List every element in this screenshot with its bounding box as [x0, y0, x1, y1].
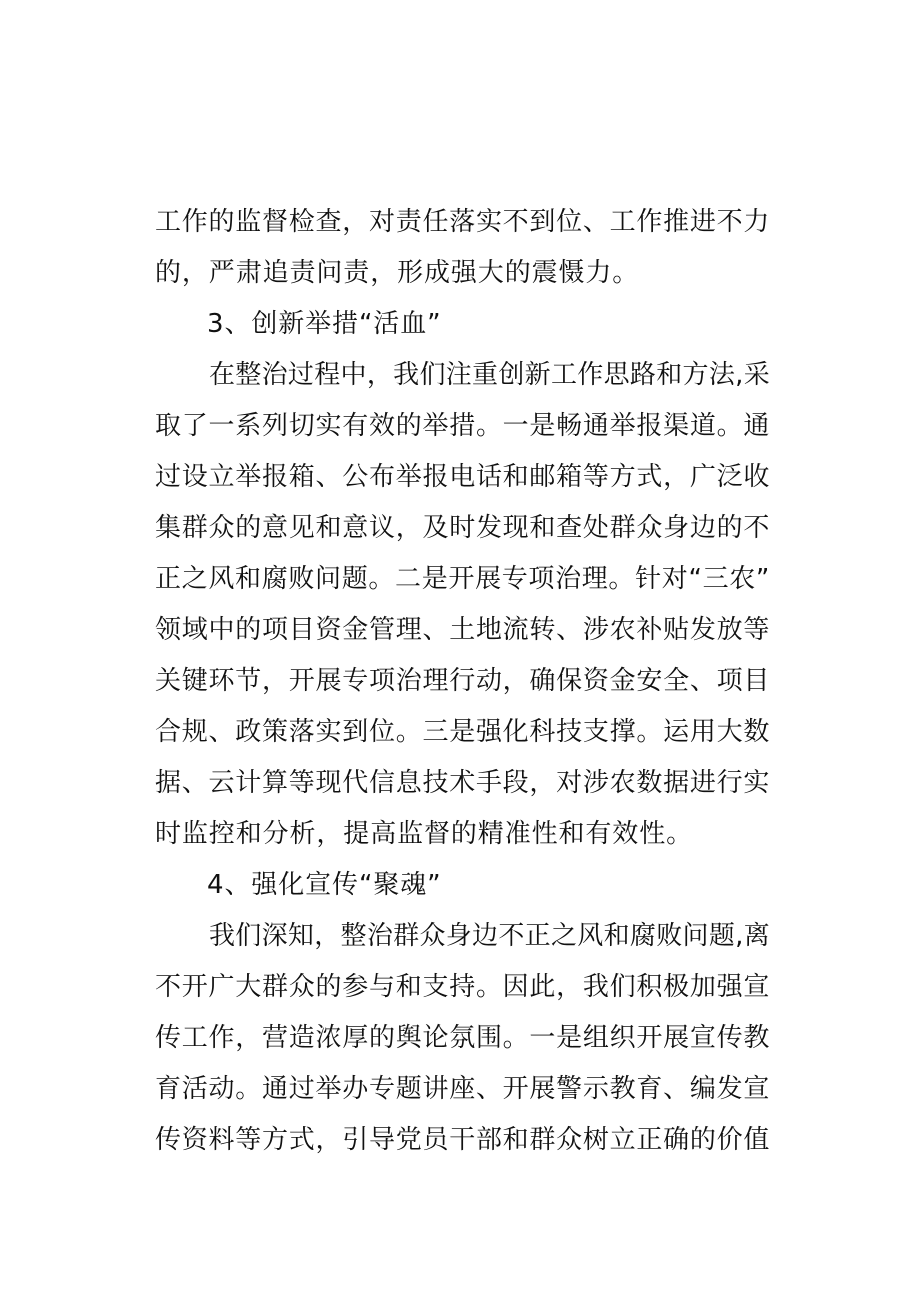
- body-line: 合规、政策落实到位。三是强化科技支撑。运用大数: [155, 717, 770, 747]
- section-heading-3: 3、创新举措“活血”: [207, 309, 442, 339]
- body-line: 的，严肃追责问责，形成强大的震慑力。: [155, 258, 640, 288]
- body-line: 不开广大群众的参与和支持。因此，我们积极加强宣: [155, 972, 770, 1002]
- body-line: 据、云计算等现代信息技术手段，对涉农数据进行实: [155, 768, 770, 798]
- paragraph-first-line: 我们深知，整治群众身边不正之风和腐败问题,离: [209, 921, 770, 951]
- document-body: [155, 197, 770, 1166]
- body-line: 关键环节，开展专项治理行动，确保资金安全、项目: [155, 666, 770, 696]
- body-line: 领域中的项目资金管理、土地流转、涉农补贴发放等: [155, 615, 770, 645]
- section-heading-4: 4、强化宣传“聚魂”: [207, 870, 442, 900]
- body-line: 工作的监督检查，对责任落实不到位、工作推进不力: [155, 207, 770, 237]
- body-line: 时监控和分析，提高监督的精准性和有效性。: [155, 819, 694, 849]
- paragraph-first-line: 在整治过程中，我们注重创新工作思路和方法,采: [209, 360, 770, 390]
- body-line: 传资料等方式，引导党员干部和群众树立正确的价值: [155, 1125, 770, 1155]
- body-line: 过设立举报箱、公布举报电话和邮箱等方式，广泛收: [155, 462, 770, 492]
- body-line: 正之风和腐败问题。二是开展专项治理。针对“三农”: [155, 564, 770, 594]
- body-line: 育活动。通过举办专题讲座、开展警示教育、编发宣: [155, 1074, 770, 1104]
- body-line: 传工作，营造浓厚的舆论氛围。一是组织开展宣传教: [155, 1023, 770, 1053]
- body-line: 集群众的意见和意议，及时发现和查处群众身边的不: [155, 513, 770, 543]
- body-line: 取了一系列切实有效的举措。一是畅通举报渠道。通: [155, 411, 770, 441]
